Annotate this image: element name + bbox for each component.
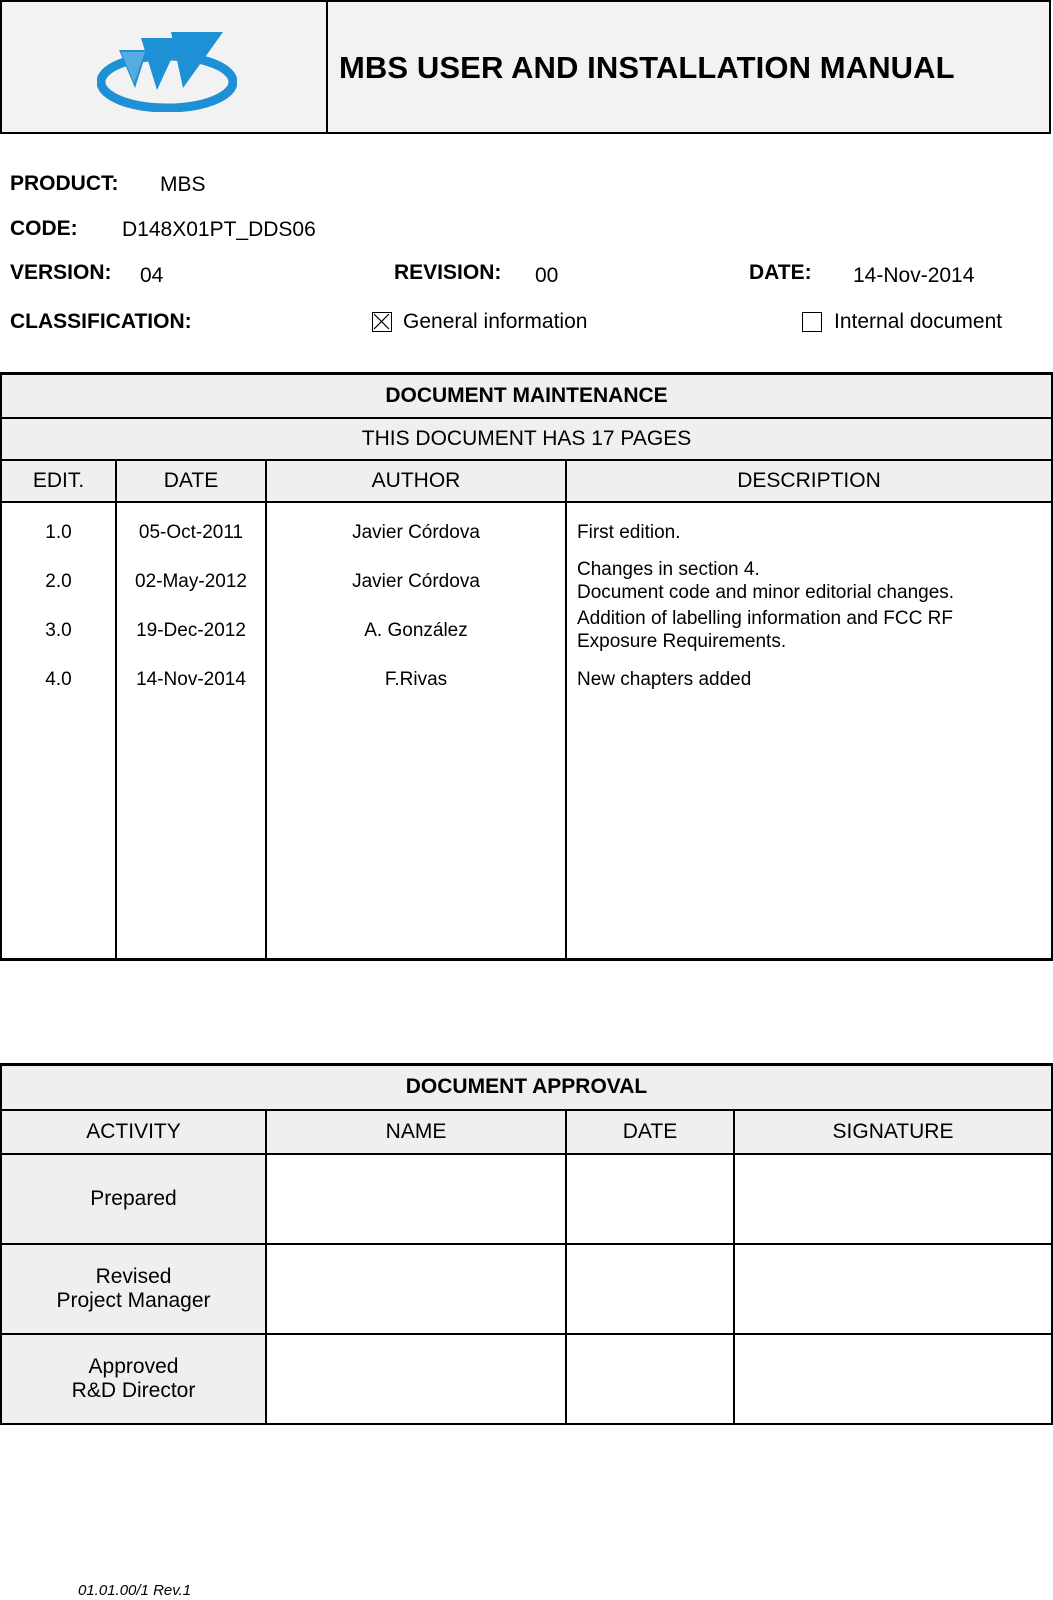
revision-value: 00: [535, 264, 559, 287]
approval-title: DOCUMENT APPROVAL: [1, 1065, 1052, 1110]
document-approval-table: [0, 1063, 1053, 1425]
signature-cell[interactable]: [734, 1244, 1052, 1334]
edit-cell: 4.0: [45, 668, 72, 690]
approval-row-revised: [1, 1244, 1052, 1334]
date-cell: 02-May-2012: [135, 570, 247, 592]
column-header-signature: SIGNATURE: [734, 1110, 1052, 1154]
description-line: Exposure Requirements.: [577, 630, 787, 652]
approval-row-prepared: [1, 1154, 1052, 1244]
column-header-description: DESCRIPTION: [566, 460, 1052, 502]
activity-cell: [1, 1334, 266, 1424]
column-header-date: DATE: [116, 460, 266, 502]
date-cell: 19-Dec-2012: [136, 619, 246, 641]
column-header-name: NAME: [266, 1110, 566, 1154]
description-column: [566, 502, 1052, 960]
activity-line: Prepared: [90, 1186, 177, 1210]
name-cell[interactable]: [266, 1244, 566, 1334]
name-cell[interactable]: [266, 1154, 566, 1244]
signature-cell[interactable]: [734, 1154, 1052, 1244]
maintenance-title: DOCUMENT MAINTENANCE: [1, 374, 1052, 418]
date-cell: 14-Nov-2014: [136, 668, 246, 690]
checked-x-icon: [373, 313, 390, 330]
activity-line: Approved: [88, 1354, 179, 1378]
general-information-label: General information: [403, 310, 588, 333]
description-line: Changes in section 4.: [577, 558, 760, 580]
general-information-checkbox[interactable]: [372, 312, 392, 332]
date-label: DATE:: [749, 261, 812, 284]
document-maintenance-table: [0, 372, 1053, 961]
author-cell: Javier Córdova: [352, 521, 480, 543]
date-value: 14-Nov-2014: [853, 264, 975, 287]
date-cell: 05-Oct-2011: [138, 521, 244, 543]
activity-cell: [1, 1154, 266, 1244]
document-header: [0, 0, 1051, 134]
version-label: VERSION:: [10, 261, 112, 284]
approval-row-approved: [1, 1334, 1052, 1424]
version-value: 04: [140, 264, 164, 287]
product-value: MBS: [160, 173, 206, 196]
edit-cell: 3.0: [45, 619, 72, 641]
description-line: New chapters added: [577, 668, 752, 690]
description-cell: [567, 670, 1051, 719]
author-cell: F.Rivas: [384, 668, 448, 690]
activity-line: Project Manager: [56, 1288, 211, 1312]
column-header-approval-date: DATE: [566, 1110, 734, 1154]
revision-label: REVISION:: [394, 261, 502, 284]
description-line: First edition.: [577, 521, 681, 543]
pages-note: THIS DOCUMENT HAS 17 PAGES: [1, 418, 1052, 460]
classification-label: CLASSIFICATION:: [10, 310, 192, 333]
logo-cell: [2, 2, 328, 132]
date-column: [116, 502, 266, 960]
product-label: PRODUCT:: [10, 172, 119, 195]
column-header-edit: EDIT.: [1, 460, 116, 502]
document-title: MBS USER AND INSTALLATION MANUAL: [339, 50, 955, 85]
signature-cell[interactable]: [734, 1334, 1052, 1424]
activity-line: R&D Director: [71, 1378, 196, 1402]
author-cell: A. González: [364, 619, 468, 641]
description-line: Addition of labelling information and FCC RF: [577, 607, 953, 629]
description-cell: [567, 560, 1051, 609]
column-header-activity: ACTIVITY: [1, 1110, 266, 1154]
activity-line: Revised: [95, 1264, 172, 1288]
approval-date-cell[interactable]: [566, 1244, 734, 1334]
form-code: 01.01.00/1 Rev.1: [78, 1582, 192, 1599]
author-cell: Javier Córdova: [352, 570, 480, 592]
code-value: D148X01PT_DDS06: [122, 218, 316, 241]
author-column: [266, 502, 566, 960]
internal-document-checkbox[interactable]: [802, 312, 822, 332]
edit-cell: 1.0: [45, 521, 72, 543]
code-label: CODE:: [10, 217, 78, 240]
company-logo-icon: [97, 30, 237, 112]
name-cell[interactable]: [266, 1334, 566, 1424]
activity-cell: [1, 1244, 266, 1334]
edit-column: [1, 502, 116, 960]
internal-document-label: Internal document: [834, 310, 1003, 333]
description-cell: [567, 609, 1051, 658]
description-line: Document code and minor editorial changes.: [577, 581, 955, 603]
approval-date-cell[interactable]: [566, 1334, 734, 1424]
column-header-author: AUTHOR: [266, 460, 566, 502]
edit-cell: 2.0: [45, 570, 72, 592]
approval-date-cell[interactable]: [566, 1154, 734, 1244]
